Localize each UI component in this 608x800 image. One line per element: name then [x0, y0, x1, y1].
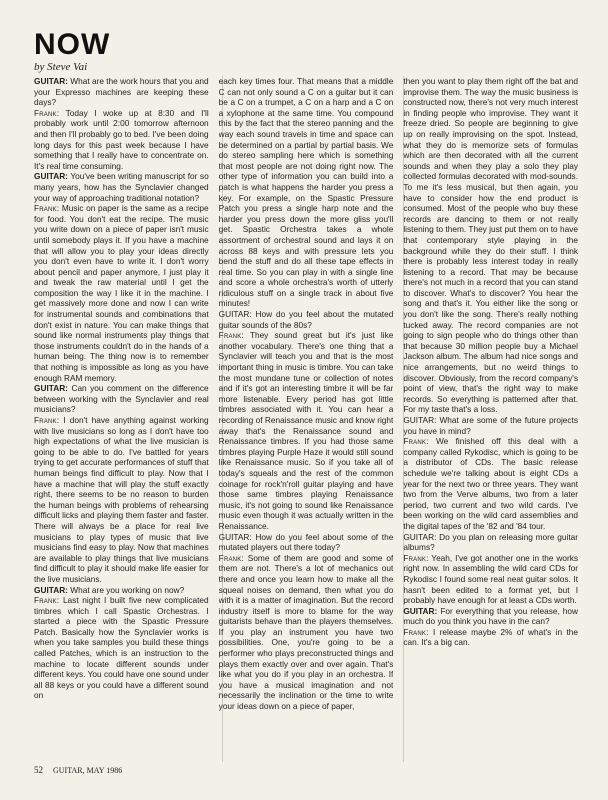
paragraph-text: For everything that you release, how much do you think you have in the can? — [403, 605, 579, 627]
paragraph — [219, 553, 394, 712]
paragraph-text: You've been writing manuscript for so many years, how has the Synclavier changed your way of approaching traditional notation? — [34, 171, 209, 203]
speaker-label: GUITAR: — [218, 531, 252, 542]
page-footer — [34, 765, 122, 775]
issue-line: GUITAR, MAY 1986 — [53, 766, 123, 775]
paragraph — [219, 309, 394, 330]
speaker-label: Frank: — [34, 595, 60, 606]
page-number: 52 — [34, 765, 43, 775]
paragraph — [34, 108, 209, 172]
speaker-label: GUITAR: — [403, 605, 438, 616]
paragraph — [403, 606, 578, 627]
paragraph — [34, 171, 209, 203]
paragraph-text: I don't have anything against working with live musicians so long as I don't have too high expectations of what the live musician is going to be able to do. I've battled for years trying to get accurate performances of stuff that human beings find difficult to play. Now that I have a machine that will play the stuff exactly right, there seems to be no reason to burden the human beings with problems of rehearsing difficult licks and playing them faster and faster. There will always be a place for real live musicians to play types of music that live musicians find easy to play. Now that machines are available to play things that live musicians find difficult to play it should make life easier for the live musicians. — [34, 415, 209, 584]
paragraph-text: I release maybe 2% of what's in the can. It's a big can. — [403, 626, 579, 648]
text-column-2 — [219, 76, 394, 761]
paragraph — [34, 585, 209, 596]
paragraph — [34, 203, 209, 383]
byline: by Steve Vai — [34, 61, 88, 73]
paragraph — [219, 330, 394, 531]
speaker-label: Frank: — [218, 330, 244, 341]
paragraph — [403, 76, 578, 415]
paragraph-text: How do you feel about the mutated guitar sounds of the 80s? — [218, 309, 394, 330]
paragraph — [403, 436, 578, 531]
speaker-label: GUITAR: — [34, 171, 68, 182]
paragraph-text: We finished off this deal with a company called Rykodisc, which is going to be a distributor of CDs. The basic release schedule we're talking about is eight CDs a year for the next two or three years. They want two from the Verve albums, two from a later period, two current and two wild cards. I've been working on the wild card assemblies and the digital tapes of the '82 and '84 tour. — [403, 436, 579, 531]
speaker-label: GUITAR: — [34, 76, 68, 86]
paragraph — [34, 415, 209, 585]
paragraph-text: What are you working on now? — [70, 584, 185, 595]
paragraph — [403, 415, 578, 436]
paragraph-text: then you want to play them right off the bat and improvise them. The way the music business is constructed now, there's not very much interest in finding people who improvise. They want it freeze dried. So people are beginning to give up on really improvising on the spot. Instead, what they do is memorize sets of formulas which are then decorated with all the current sounds and when they play a solo they play collected formulas decorated with mod-sounds. To me it's less musical, but then again, you have to consider how the end product is consumed. Most of the people who buy these records are dancing to them or not really listening to them. They just put them on to have that contemporary style playing in the background while they do their stuff. I think there is probably less interest today in really listening to a record. That may be because there's not much in a record that you can stand to discover. What's to discover? You hear the song and that's it. You either like the song or you don't like the song. There's really nothing tucked away. The record companies are not going to sign people who do things other than that because 30 million people buy a Michael Jackson album. The album had nice songs and nice arrangements, but no weird things to discover. Obviously, from the record company's point of view, that's the right way to make records. So everything is patterned after that. For my taste that's a loss. — [403, 76, 579, 415]
speaker-label: GUITAR: — [403, 531, 437, 542]
speaker-label: GUITAR: — [218, 309, 252, 320]
speaker-label: Frank: — [34, 415, 60, 425]
paragraph-text: Can you comment on the difference between working with the Synclavier and real musicians? — [34, 383, 209, 415]
paragraph — [403, 532, 578, 553]
paragraph-text: Music on paper is the same as a recipe for food. You don't eat the recipe. The music you write down on a piece of paper isn't music until somebody plays it. If you have a machine that will allow you to play your ideas directly you don't even have to write it. I don't worry about pencil and paper anymore, I just play it and tweak the raw material until I get the composition the way I like it in the machine. I get massively more done and now I can write for instrumental sounds and combinations that don't exist in nature. You can make things that sound like normal instruments play things that those instruments couldn't do in the hands of a human being. The thing now is to remember that nothing is impossible as long as you have enough RAM memory. — [34, 203, 209, 383]
speaker-label: Frank: — [34, 107, 60, 118]
paragraph — [403, 553, 578, 606]
paragraph — [219, 76, 394, 309]
speaker-label: Frank: — [218, 552, 244, 563]
paragraph — [219, 532, 394, 553]
paragraph — [34, 383, 209, 415]
paragraph-text: They sound great but it's just like another vocabulary. There's one thing that a Synclavier will teach you and that is the most important thing in music is timbre. You can take the most mundane tune or collection of notes and if it's got an interesting timbre it will be far more listenable. Every period has got little timbres associated with it. You can hear a recording of Renaissance music and know right away that's the Renaissance sound and Renaissance timbres. If you had those same timbres playing Purple Haze it would still sound like Renaissance music. So if you take all of today's squeals and the rest of the common coinage for rock'n'roll guitar playing and have those same timbres playing Renaissance music, it's not going to sound like Renaissance music even though it was actually written in the Renaissance. — [218, 330, 394, 531]
paragraph-text: each key times four. That means that a middle C can not only sound a C on a guitar but it can be a C on a trumpet, a C on a harp and a C on a xylophone at the same time. You compound this by the fact that the stereo panning and the way each sound travels in time and space can be determined on a partial by partial basis. We do stereo sampling here which is something that most people are not doing right now. The other type of information you can build into a patch is what happens the harder you press a key. For example, on the Spastic Pressure Patch you press a single harp note and the harder you press down the more gliss you'll get. Spastic Orchestra takes a whole assortment of orchestral sound and lays it on across 88 keys and with pressure lets you bend the stuff and do all these tape effects in real time. So you can play in with a single line and score a whole orchestra's worth of utterly ridiculous stuff on a single track in about five minutes! — [218, 76, 394, 309]
article-body — [34, 76, 578, 761]
article-title: NOW — [34, 28, 111, 61]
text-column-1 — [34, 76, 209, 761]
paragraph — [34, 595, 209, 701]
paragraph-text: Last night I built five new complicated timbres which I call Spastic Orchestras. I started a piece with the Spastic Pressure Patch. Basically how the Synclavier works is when you take samples you build these things called Patches, which is an instruction to the machine to locate different sounds under different keys. You could have one sound under all 88 keys or you could have a different sound on — [34, 595, 209, 701]
speaker-label: Frank: — [34, 203, 60, 214]
speaker-label: GUITAR: — [34, 383, 68, 394]
text-column-3 — [403, 76, 578, 761]
speaker-label: Frank: — [403, 626, 429, 637]
paragraph — [34, 76, 209, 108]
paragraph-text: Some of them are good and some of them are not. There's a lot of mechanics out there and once you learn how to make all the squeal noises on demand, then what you do with it is a matter of imagination. But the record industry itself is more to blame for the way guitarists behave than the players themselves. If you play an instrument you have two possibilities. One, you're going to be a performer who plays preconstructed things and plays them exactly over and over again. That's like what you do if you play in an orchestra. If you have a musical imagination and not necessarily the inclination or the time to write your ideas down on a piece of paper, — [218, 552, 394, 712]
paragraph — [403, 627, 578, 648]
speaker-label: GUITAR: — [403, 415, 437, 425]
speaker-label: Frank: — [403, 436, 429, 447]
speaker-label: GUITAR: — [34, 584, 68, 595]
speaker-label: Frank: — [403, 552, 429, 563]
paragraph-text: Today I woke up at 8:30 and I'll probably work until 2:00 tomorrow afternoon and then I'll probably go to bed. I've been doing long days for this past week because I have something that I really have to concentrate on. It's real time consuming. — [34, 107, 209, 171]
paragraph-text: What are some of the future projects you have in mind? — [403, 415, 579, 436]
paragraph-text: What are the work hours that you and your Expresso machines are keeping these days? — [34, 76, 209, 108]
paragraph-text: How do you feel about some of the mutated players out there today? — [218, 531, 394, 553]
paragraph-text: Yeah, I've got another one in the works right now. In assembling the wild card CDs for Rykodisc I found some real neat guitar solos. It hasn't been edited to a format yet, but I probably have enough for at least a CDs worth. — [403, 552, 579, 606]
paragraph-text: Do you plan on releasing more guitar albums? — [403, 531, 579, 553]
